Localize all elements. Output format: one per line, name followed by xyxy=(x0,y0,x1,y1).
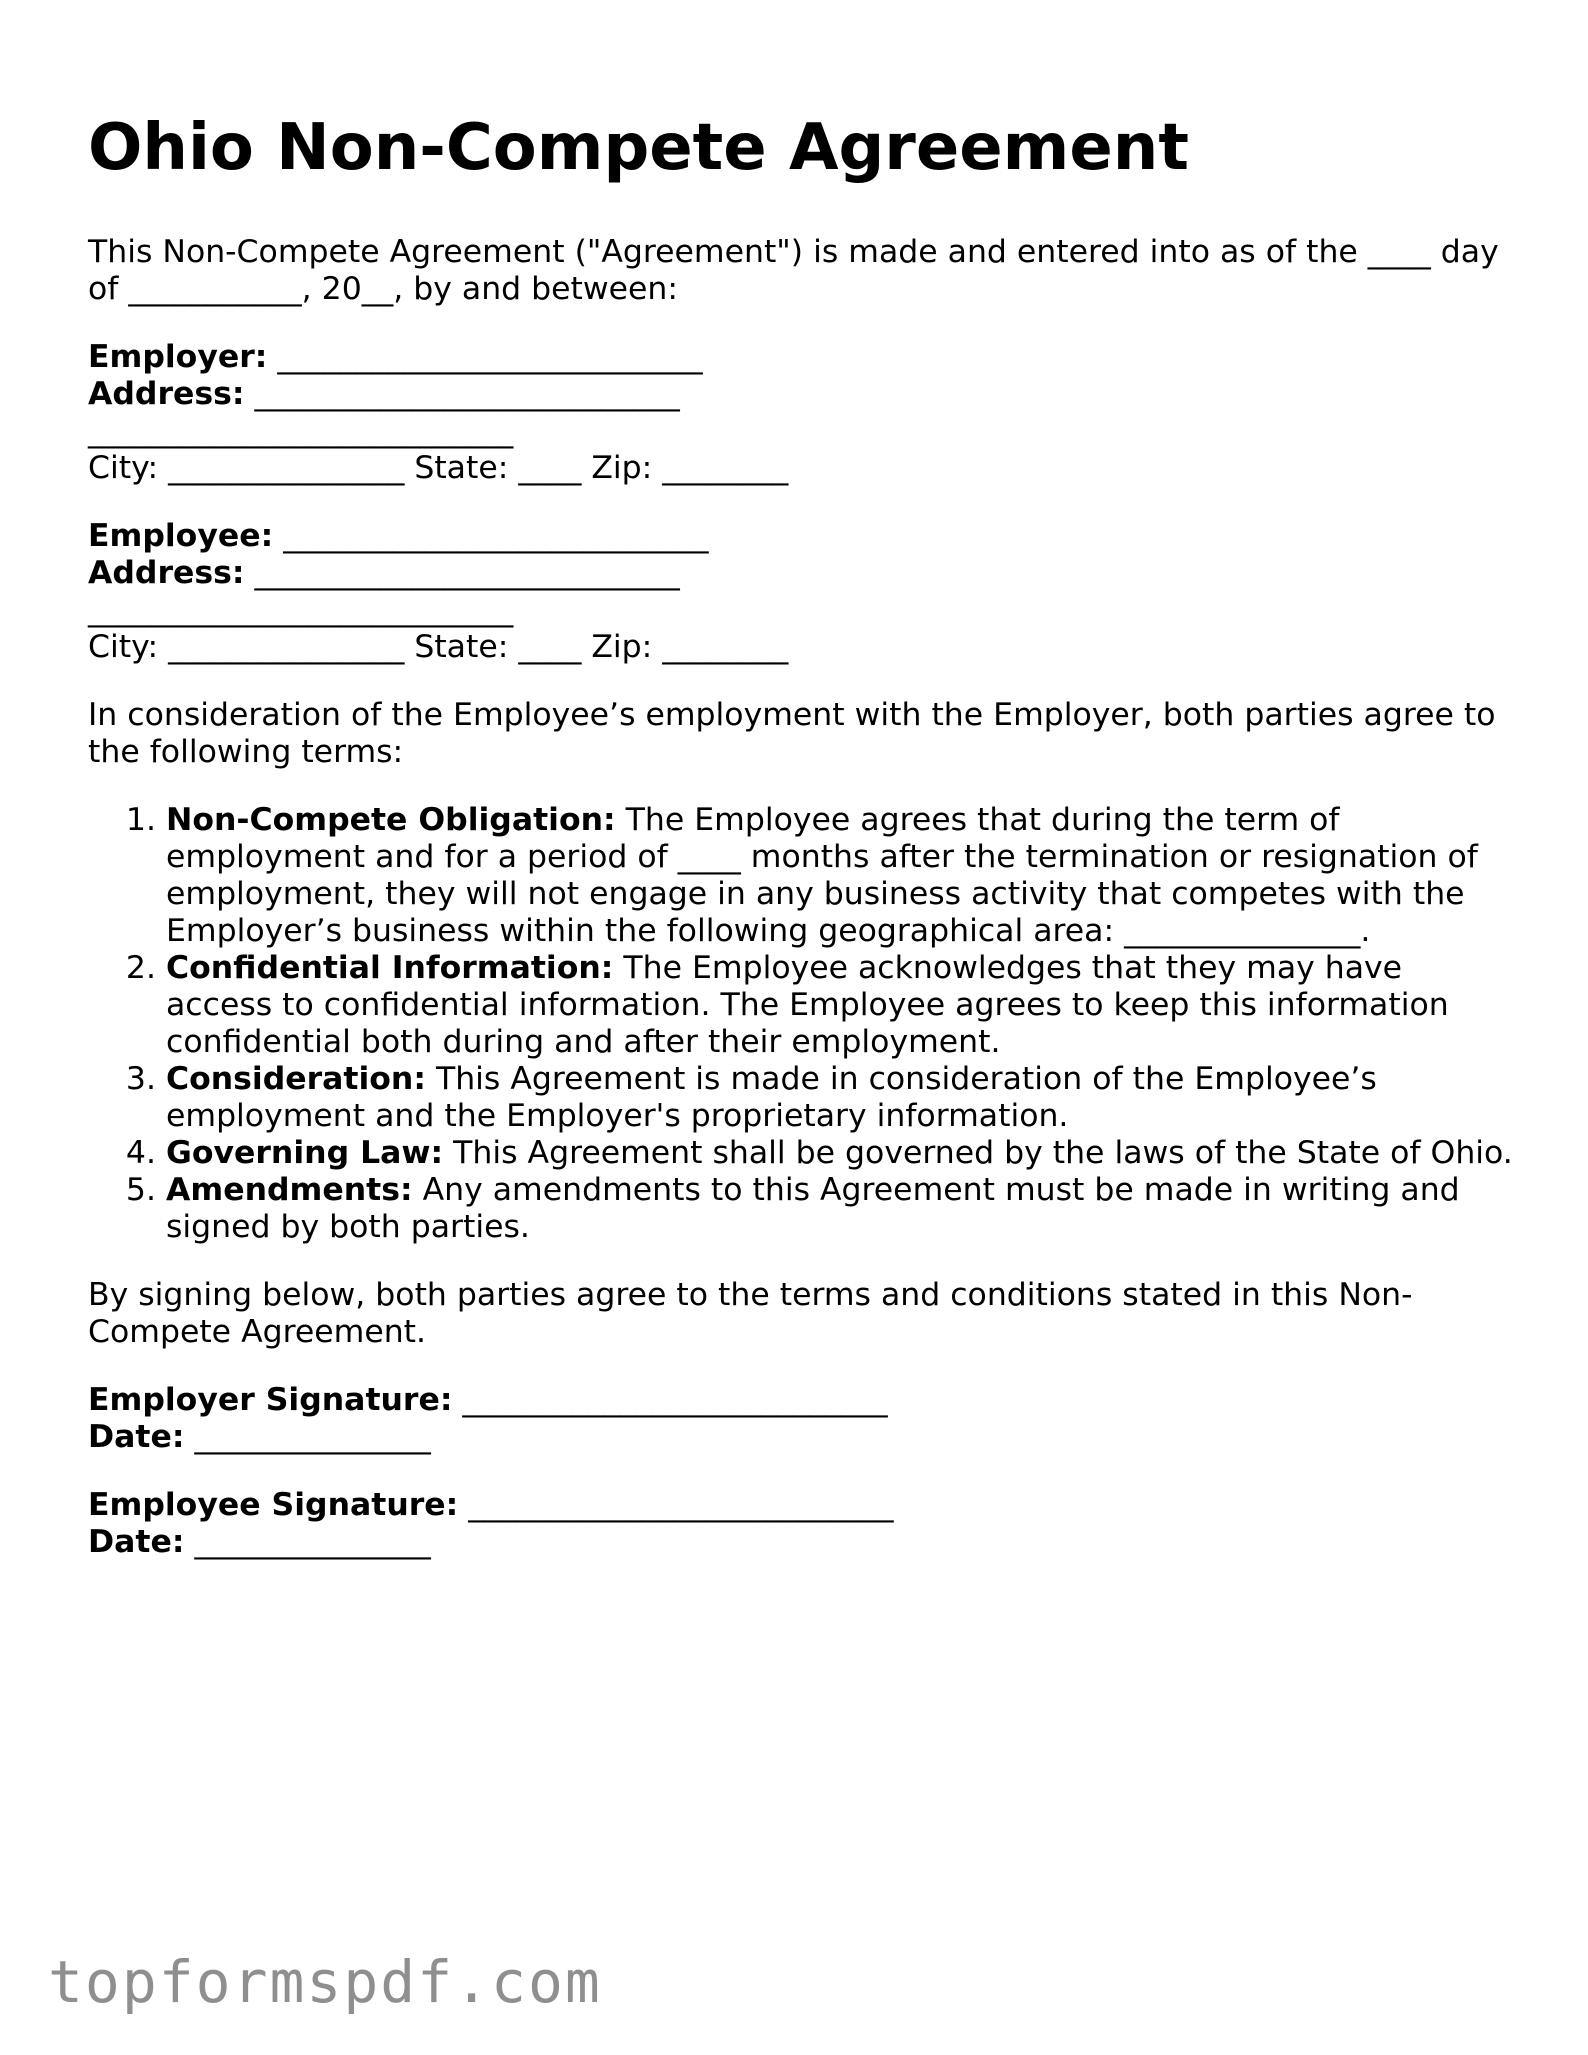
employer-date-label: Date: xyxy=(88,1419,185,1455)
document-page xyxy=(88,108,1518,1592)
employee-address-blank: ___________________________ xyxy=(244,555,680,591)
page-title: Ohio Non-Compete Agreement xyxy=(88,111,1189,185)
term-heading: Confidential Information: xyxy=(166,950,614,986)
employee-block xyxy=(88,518,1518,666)
employee-name-line xyxy=(88,518,1518,555)
term-text: The Employee acknowledges that they may have access to confidential information. The Employee agrees to keep this information confidential both during and after their employment. xyxy=(166,950,1449,1060)
term-text: The Employee agrees that during the term of employment and for a period of ____ months after the termination or resignation of employment, they will not engage in any business activity that competes with the Employer’s business within the following geographical area: _______________. xyxy=(166,802,1478,949)
employer-signature-blank: ___________________________ xyxy=(452,1382,888,1418)
employee-signature-blank: ___________________________ xyxy=(458,1487,894,1523)
employee-address-line xyxy=(88,555,1518,592)
employer-signature-label: Employer Signature: xyxy=(88,1382,453,1418)
term-item xyxy=(166,802,1518,950)
employer-block xyxy=(88,339,1518,487)
employer-name-blank: ___________________________ xyxy=(267,339,703,375)
employer-address-label: Address: xyxy=(88,376,245,412)
term-heading: Consideration: xyxy=(166,1061,426,1097)
term-text: This Agreement shall be governed by the laws of the State of Ohio. xyxy=(443,1135,1513,1171)
term-item xyxy=(166,1061,1518,1135)
employer-address-blank: ___________________________ xyxy=(244,376,680,412)
employer-date-blank: _______________ xyxy=(184,1419,431,1455)
employee-address-line2: ___________________________ xyxy=(88,592,514,628)
employee-label: Employee: xyxy=(88,518,274,554)
employer-address-line2: ___________________________ xyxy=(88,413,514,449)
employee-signature-label: Employee Signature: xyxy=(88,1487,459,1523)
terms-list xyxy=(88,802,1518,1246)
employee-signature-line xyxy=(88,1487,1518,1524)
closing-paragraph: By signing below, both parties agree to the terms and conditions stated in this Non-Compete Agreement. xyxy=(88,1277,1413,1350)
consideration-paragraph: In consideration of the Employee’s employment with the Employer, both parties agree to the following terms: xyxy=(88,697,1496,770)
employee-address-label: Address: xyxy=(88,555,245,591)
employer-date-line xyxy=(88,1419,1518,1456)
employer-label: Employer: xyxy=(88,339,268,375)
employee-name-blank: ___________________________ xyxy=(273,518,709,554)
employee-date-label: Date: xyxy=(88,1524,185,1560)
term-heading: Non-Compete Obligation: xyxy=(166,802,616,838)
employee-date-blank: _______________ xyxy=(184,1524,431,1560)
term-item xyxy=(166,950,1518,1061)
employer-name-line xyxy=(88,339,1518,376)
term-item xyxy=(166,1135,1518,1172)
employer-signature-block xyxy=(88,1382,1518,1456)
employee-date-line xyxy=(88,1524,1518,1561)
employee-signature-block xyxy=(88,1487,1518,1561)
watermark-text: topformspdf.com xyxy=(48,1948,602,2016)
term-text: This Agreement is made in consideration of the Employee’s employment and the Employer's proprietary information. xyxy=(166,1061,1377,1134)
intro-paragraph: This Non-Compete Agreement ("Agreement") is made and entered into as of the ____ day of ___________, 20__, by and between: xyxy=(88,234,1499,307)
term-item xyxy=(166,1172,1518,1246)
term-text: Any amendments to this Agreement must be made in writing and signed by both parties. xyxy=(166,1172,1460,1245)
employer-address-line xyxy=(88,376,1518,413)
term-heading: Governing Law: xyxy=(166,1135,444,1171)
term-heading: Amendments: xyxy=(166,1172,413,1208)
employer-city-state-zip: City: _______________ State: ____ Zip: ________ xyxy=(88,450,789,486)
employee-city-state-zip: City: _______________ State: ____ Zip: ________ xyxy=(88,629,789,665)
employer-signature-line xyxy=(88,1382,1518,1419)
